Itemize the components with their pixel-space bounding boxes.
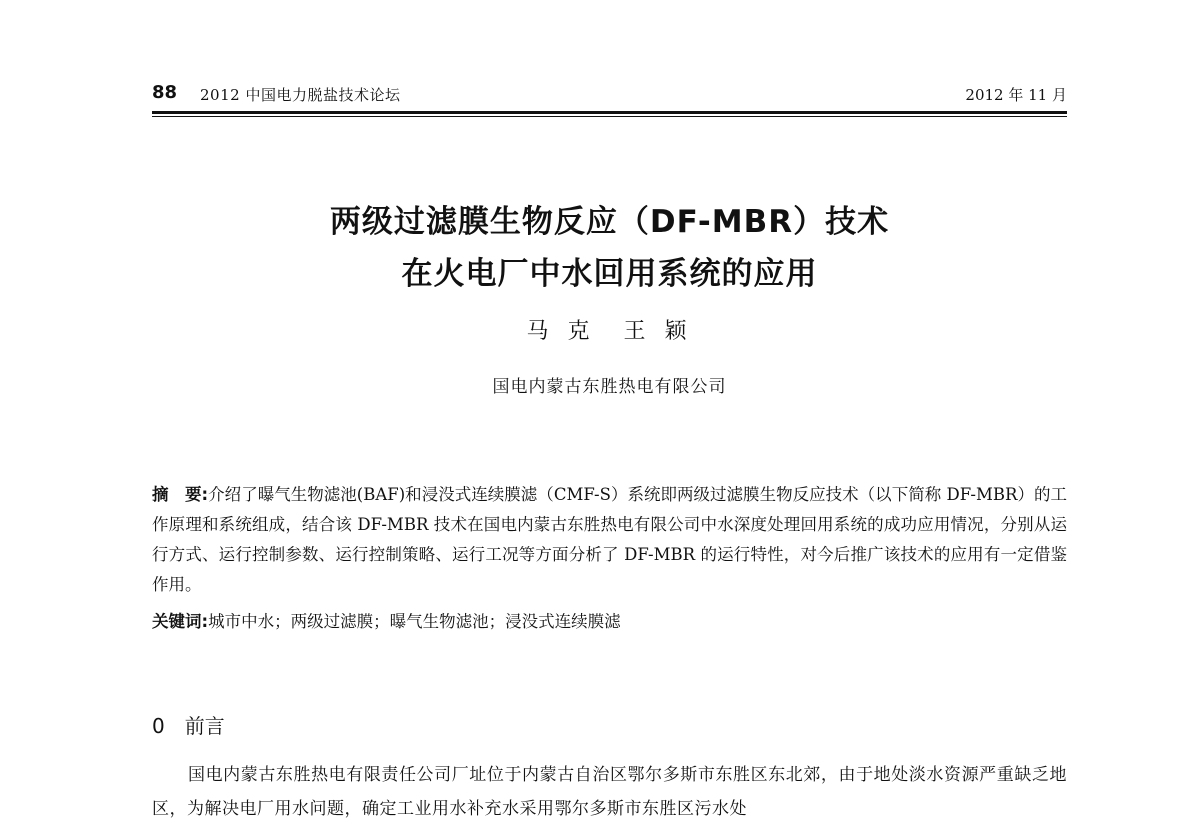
- abstract-text: 介绍了曝气生物滤池(BAF)和浸没式连续膜滤（CMF-S）系统即两级过滤膜生物反应技术（以下简称 DF-MBR）的工作原理和系统组成，结合该 DF-MBR 技术在国电内蒙古东胜热电有限公司中水深度处理回用系统的成功应用情况，分别从运行方式、运行控制参数、运行控制策略、运行工况等方面分析了 DF-MBR 的运行特性，对今后推广该技术的应用有一定借鉴作用。: [152, 485, 1067, 594]
- section-title: 前言: [184, 714, 225, 738]
- issue-date: 2012 年 11 月: [965, 86, 1067, 104]
- authors: 马 克 王 颖: [526, 319, 693, 344]
- header-rule-thick: [152, 111, 1067, 114]
- title-line-2: 在火电厂中水回用系统的应用: [401, 256, 818, 292]
- paper-title: [152, 196, 1067, 300]
- journal-title: 2012 中国电力脱盐技术论坛: [200, 86, 401, 104]
- page-number: 88: [152, 82, 178, 103]
- section-heading: [152, 710, 225, 739]
- page-header: [152, 80, 1067, 110]
- affiliation: 国电内蒙古东胜热电有限公司: [492, 377, 727, 397]
- body-paragraph: 国电内蒙古东胜热电有限责任公司厂址位于内蒙古自治区鄂尔多斯市东胜区东北郊，由于地处淡水资源严重缺乏地区，为解决电厂用水问题，确定工业用水补充水采用鄂尔多斯市东胜区污水处: [152, 765, 1067, 819]
- title-line-1: 两级过滤膜生物反应（DF-MBR）技术: [329, 204, 890, 240]
- section-number: 0: [152, 714, 165, 738]
- keywords-text: 城市中水；两级过滤膜；曝气生物滤池；浸没式连续膜滤: [208, 612, 621, 631]
- header-rule-thin: [152, 116, 1067, 117]
- keywords: [152, 607, 1067, 637]
- keywords-label: 关键词:: [152, 612, 209, 631]
- abstract: [152, 480, 1067, 600]
- abstract-label: 摘 要:: [152, 485, 209, 504]
